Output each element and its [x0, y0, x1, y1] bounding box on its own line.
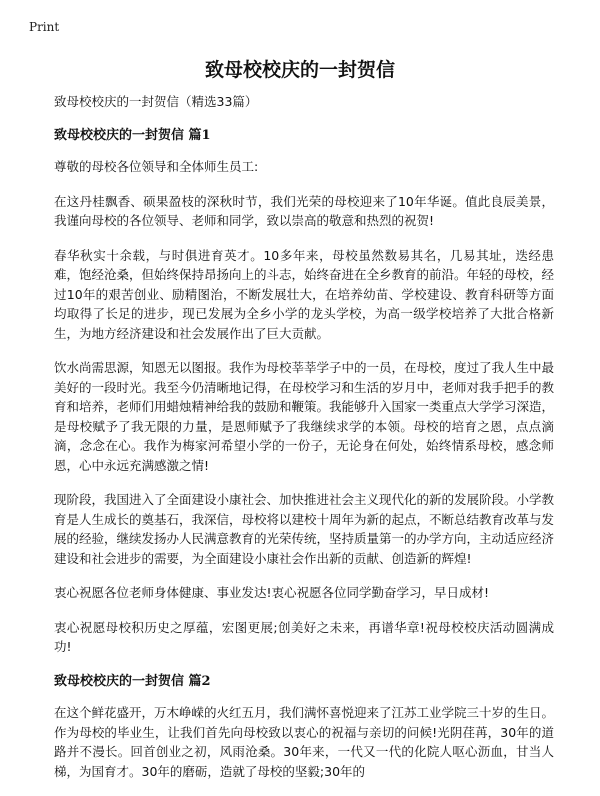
paragraph-salutation: 尊敬的母校各位领导和全体师生员工: — [54, 159, 259, 174]
print-link[interactable]: Print — [29, 20, 60, 34]
document-body — [54, 92, 554, 796]
document-subtitle: 致母校校庆的一封贺信（精选33篇） — [54, 94, 258, 109]
paragraph: 衷心祝愿各位老师身体健康、事业发达!衷心祝愿各位同学勤奋学习，早日成材! — [54, 585, 490, 600]
paragraph: 春华秋实十余载，与时俱进育英才。10多年来，母校虽然数易其名，几易其址，迭经患难，饱经沧桑，但始终保持昂扬向上的斗志，始终奋进在全乡教育的前沿。年轻的母校，经过10年的艰苦创业、励精图治，不断发展壮大，在培养幼苗、学校建设、教育科研等方面均取得了长足的进步，现已发展为全乡小学的龙头学校，为高一级学校培养了大批合格新生，为地方经济建设和社会发展作出了巨大贡献。 — [54, 247, 555, 341]
paragraph: 现阶段，我国进入了全面建设小康社会、加快推进社会主义现代化的新的发展阶段。小学教育是人生成长的奠基石，我深信，母校将以建校十周年为新的起点，不断总结教育改革与发展的经验，继续发扬办人民满意教育的光荣传统，坚持质量第一的办学方向，主动适应经济建设和社会进步的需要，为全面建设小康社会作出新的贡献、创造新的辉煌! — [54, 492, 555, 566]
paragraph: 饮水尚需思源，知恩无以图报。我作为母校莘莘学子中的一员，在母校，度过了我人生中最美好的一段时光。我至今仍清晰地记得，在母校学习和生活的岁月中，老师对我手把手的教育和培养，老师们用蜡烛精神给我的鼓励和鞭策。我能够升入国家一类重点大学学习深造，是母校赋予了我无限的力量，是恩师赋予了我继续求学的本领。母校的培育之恩，点点滴滴，念念在心。我作为梅家河希望小学的一份子，无论身在何处，始终情系母校，感念师恩，心中永远充满感激之情! — [54, 360, 555, 473]
page-title: 致母校校庆的一封贺信 — [204, 59, 395, 81]
section-heading-2: 致母校校庆的一封贺信 篇2 — [54, 673, 211, 689]
paragraph: 衷心祝愿母校积历史之厚蕴，宏图更展;创美好之未来，再谱华章!祝母校校庆活动圆满成功! — [54, 619, 554, 654]
section-heading-1: 致母校校庆的一封贺信 篇1 — [54, 127, 211, 143]
paragraph: 在这丹桂飘香、硕果盈枝的深秋时节，我们光荣的母校迎来了10年华诞。值此良辰美景，我谨向母校的各位领导、老师和同学，致以崇高的敬意和热烈的祝贺! — [54, 193, 554, 228]
paragraph: 在这个鲜花盛开，万木峥嵘的火红五月，我们满怀喜悦迎来了江苏工业学院三十岁的生日。作为母校的毕业生，让我们首先向母校致以衷心的祝福与亲切的问候!光阴荏苒，30年的道路并不漫长。回首创业之初，风雨沧桑。30年来，一代又一代的化院人呕心沥血，甘当人梯，为国育才。30年的磨砺，造就了母校的坚毅;30年的 — [54, 705, 555, 779]
